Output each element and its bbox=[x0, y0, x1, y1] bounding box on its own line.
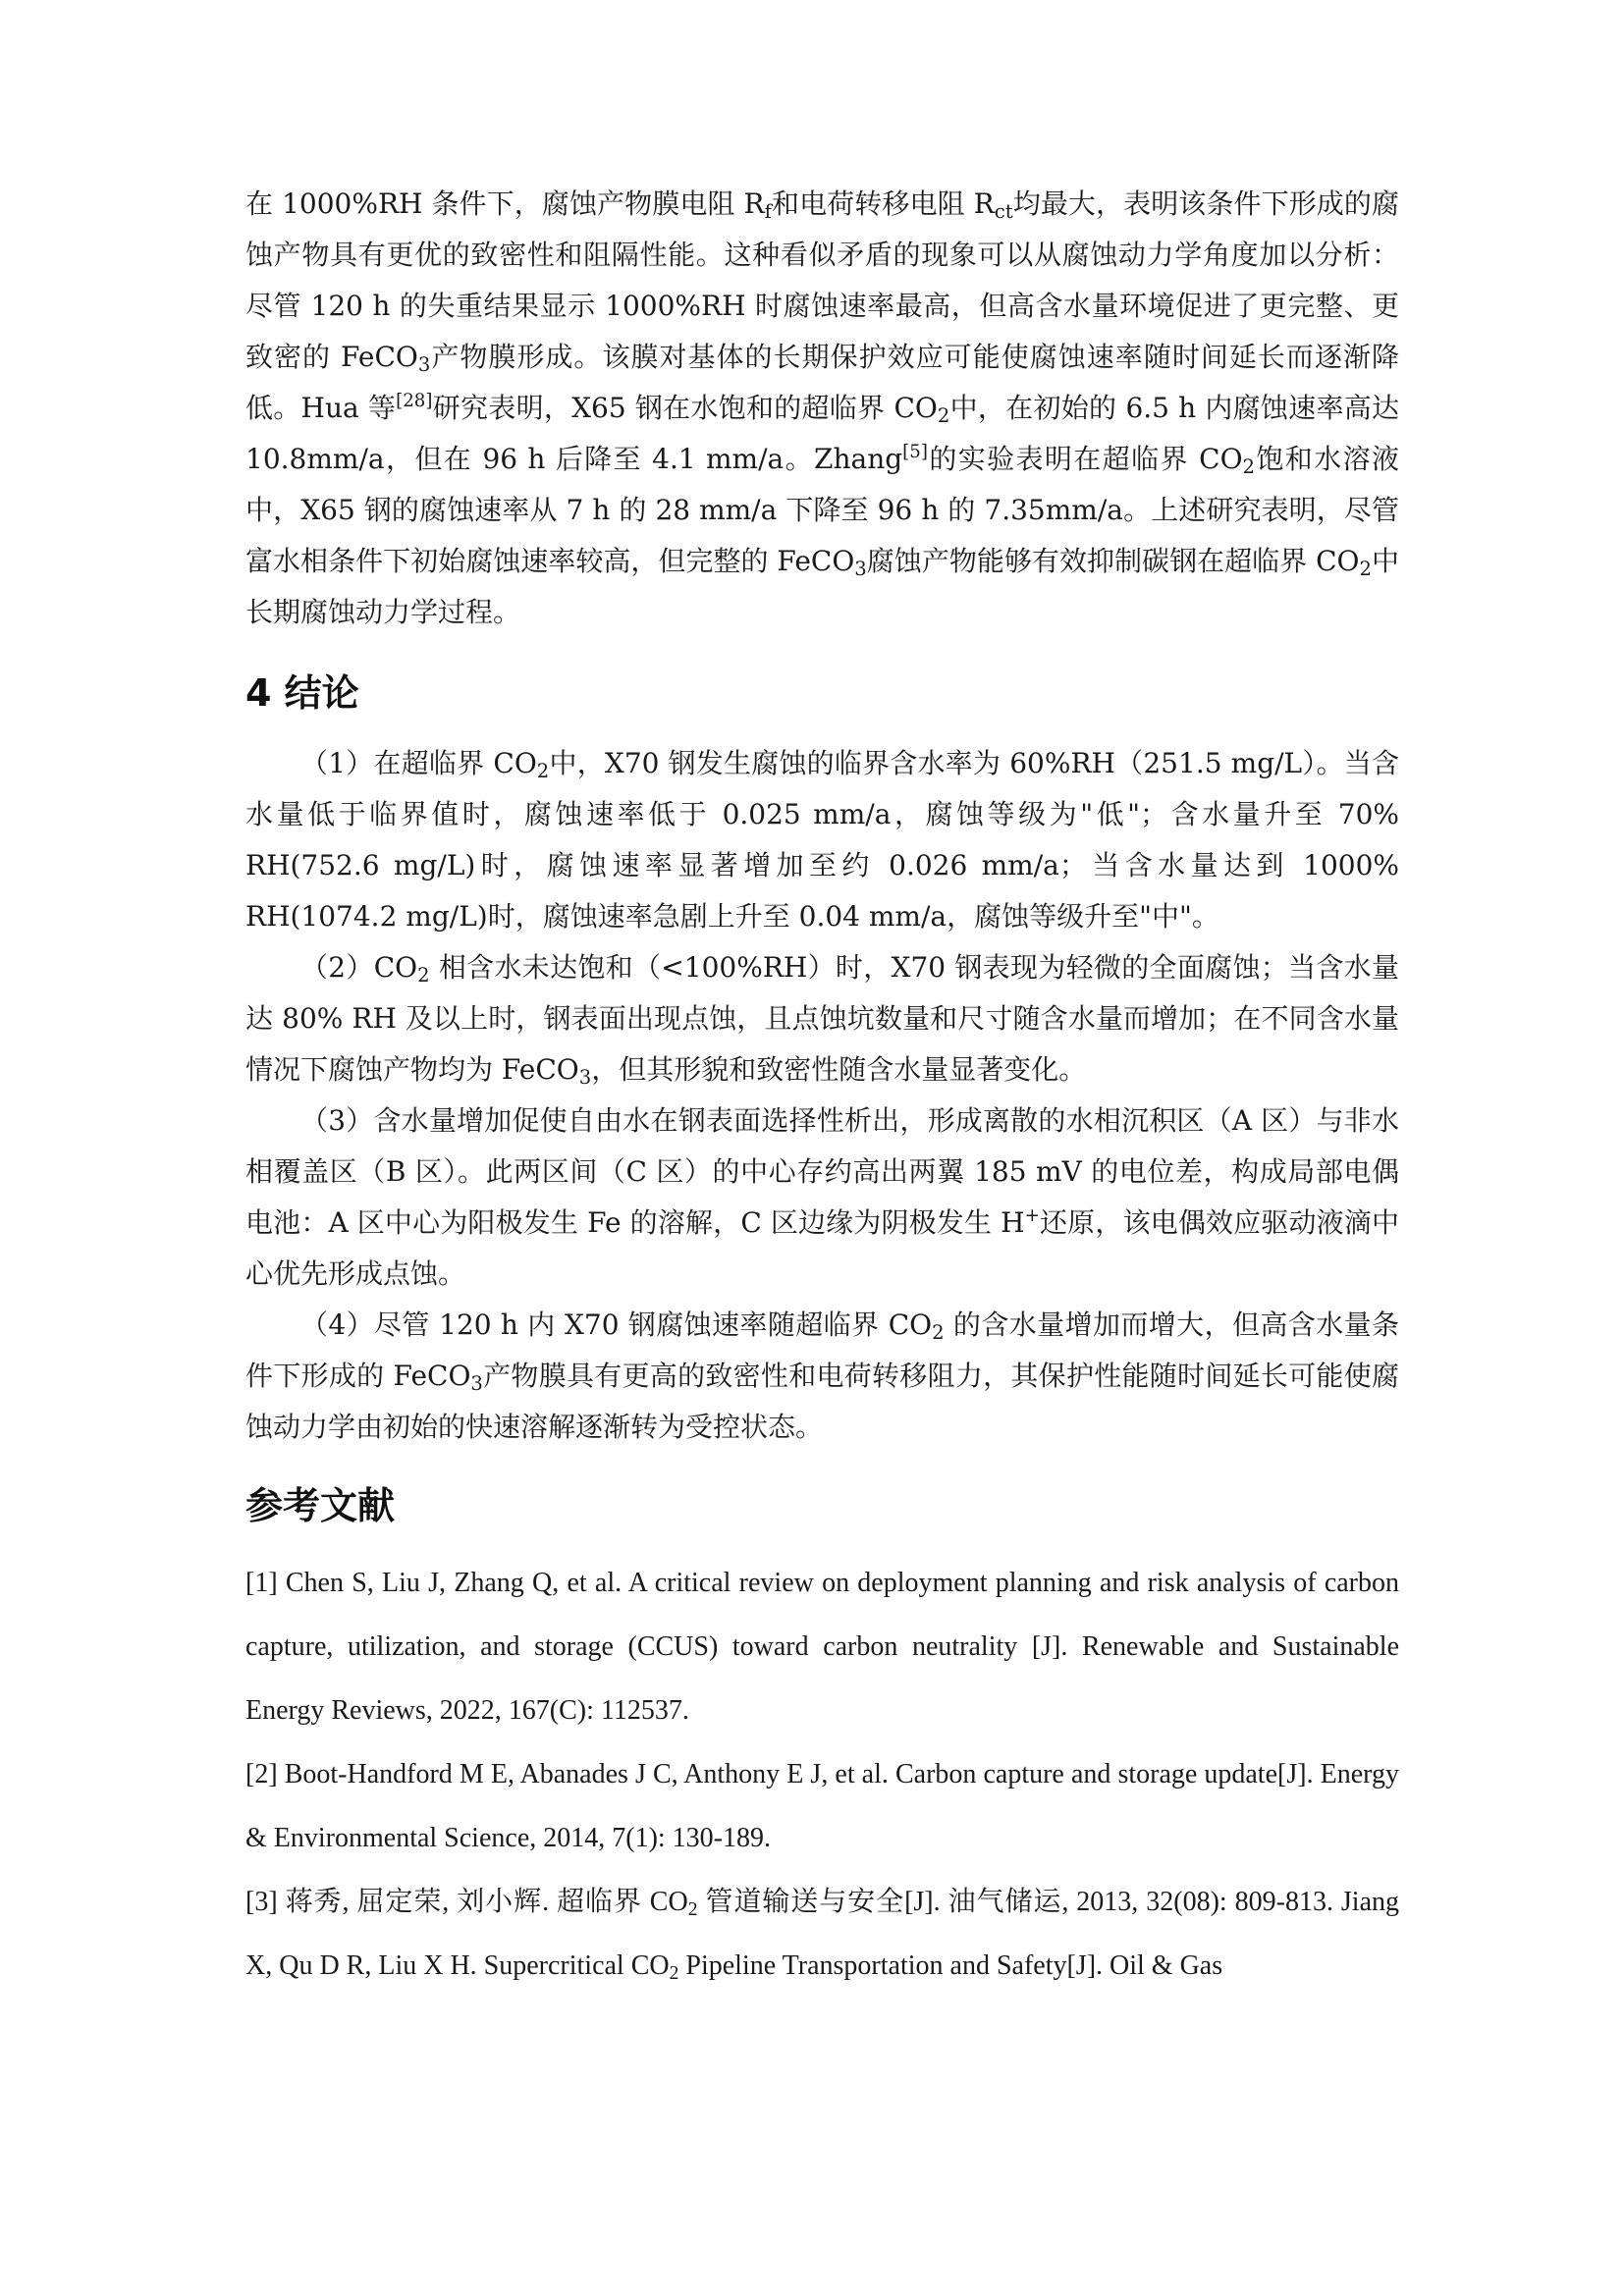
citation-28[interactable]: [28] bbox=[396, 391, 433, 412]
citation-5[interactable]: [5] bbox=[902, 442, 928, 463]
conclusion-item-2: $(2)CO_2$ 相含水未达饱和（<100%RH）时，X70 钢表现为轻微的全面腐蚀；当含水量达 80% RH 及以上时，钢表面出现点蚀，且点蚀坑数量和尺寸随含水量而增加；在不同含水量情况下腐蚀产物均为 FeCO$_3$，但其形貌和致密性随含水量显著变化。 bbox=[245, 951, 1399, 1089]
section-heading-conclusion: 4 结论 bbox=[245, 671, 359, 715]
conclusion-item-1: （1）在超临界 $CO_2$中，X70 钢发生腐蚀的临界含水率为 60%RH（251.5 mg/L）。当含水量低于临界值时，腐蚀速率低于 0.025 mm/a，腐蚀等级为"低"；含水量升至 70% RH(752.6 mg/L)时，腐蚀速率显著增加至约 0.026 mm/a；当含水量达到 1000% RH(1074.2 mg/L)时，腐蚀速率急剧上升至 0.04 mm/a，腐蚀等级升至"中"。 bbox=[245, 747, 1399, 933]
conclusion-item-3: （3）含水量增加促使自由水在钢表面选择性析出，形成离散的水相沉积区（A 区）与非水相覆盖区（B 区）。此两区间（C 区）的中心存约高出两翼 185 mV 的电位差，构成局部电偶电池：A 区中心为阳极发生 Fe 的溶解，C 区边缘为阴极发生 H+还原，该电偶效应驱动液滴中心优先形成点蚀。 bbox=[245, 1104, 1399, 1290]
reference-3: [3] 蒋秀, 屈定荣, 刘小辉. 超临界 $CO_2$ 管道输送与安全[J]. 油气储运, 2013, 32(08): 809-813. Jiang X, Qu D R, Liu X H. Supercritical $CO_2$ Pipeline Transportation and Safety[J]. Oil & Gas bbox=[245, 1887, 1400, 1984]
reference-2: [2] Boot-Handford M E, Abanades J C, Anthony E J, et al. Carbon capture and storage update[J]. Energy & Environmental Science, 2014, 7(1): 130-189. bbox=[245, 1759, 1399, 1853]
paper-page bbox=[245, 179, 1399, 1998]
conclusion-item-4: （4）尽管 120 h 内 X70 钢腐蚀速率随超临界 $CO_2$ 的含水量增加而增大，但高含水量条件下形成的 FeCO$_3$产物膜具有更高的致密性和电荷转移阻力，其保护性能随时间延长可能使腐蚀动力学由初始的快速溶解逐渐转为受控状态。 bbox=[245, 1308, 1400, 1443]
body-paragraph-corrosion-analysis: 在 1000%RH 条件下，腐蚀产物膜电阻 $R_f$和电荷转移电阻 $R_{ct}$均最大，表明该条件下形成的腐蚀产物具有更优的致密性和阻隔性能。这种看似矛盾的现象可以从腐蚀动力学角度加以分析：尽管 120 h 的失重结果显示 1000%RH 时腐蚀速率最高，但高含水量环境促进了更完整、更致密的 FeCO$_3$产物膜形成。该膜对基体的长期保护效应可能使腐蚀速率随时间延长而逐渐降低。Hua 等[28]研究表明，X65 钢在水饱和的超临界 $CO_2$中，在初始的 6.5 h 内腐蚀速率高达 10.8mm/a，但在 96 h 后降至 4.1 mm/a。Zhang[5]的实验表明在超临界 $CO_2$饱和水溶液中，X65 钢的腐蚀速率从 7 h 的 28 mm/a 下降至 96 h 的 7.35mm/a。上述研究表明，尽管富水相条件下初始腐蚀速率较高，但完整的 FeCO$_3$腐蚀产物能够有效抑制碳钢在超临界 $CO_2$中长期腐蚀动力学过程。 bbox=[245, 187, 1400, 628]
section-heading-references: 参考文献 bbox=[245, 1484, 396, 1527]
reference-1: [1] Chen S, Liu J, Zhang Q, et al. A critical review on deployment planning and risk analysis of carbon capture, utilization, and storage (CCUS) toward carbon neutrality [J]. Renewable and Sustainable Energy Reviews, 2022, 167(C): 112537. bbox=[245, 1568, 1399, 1726]
